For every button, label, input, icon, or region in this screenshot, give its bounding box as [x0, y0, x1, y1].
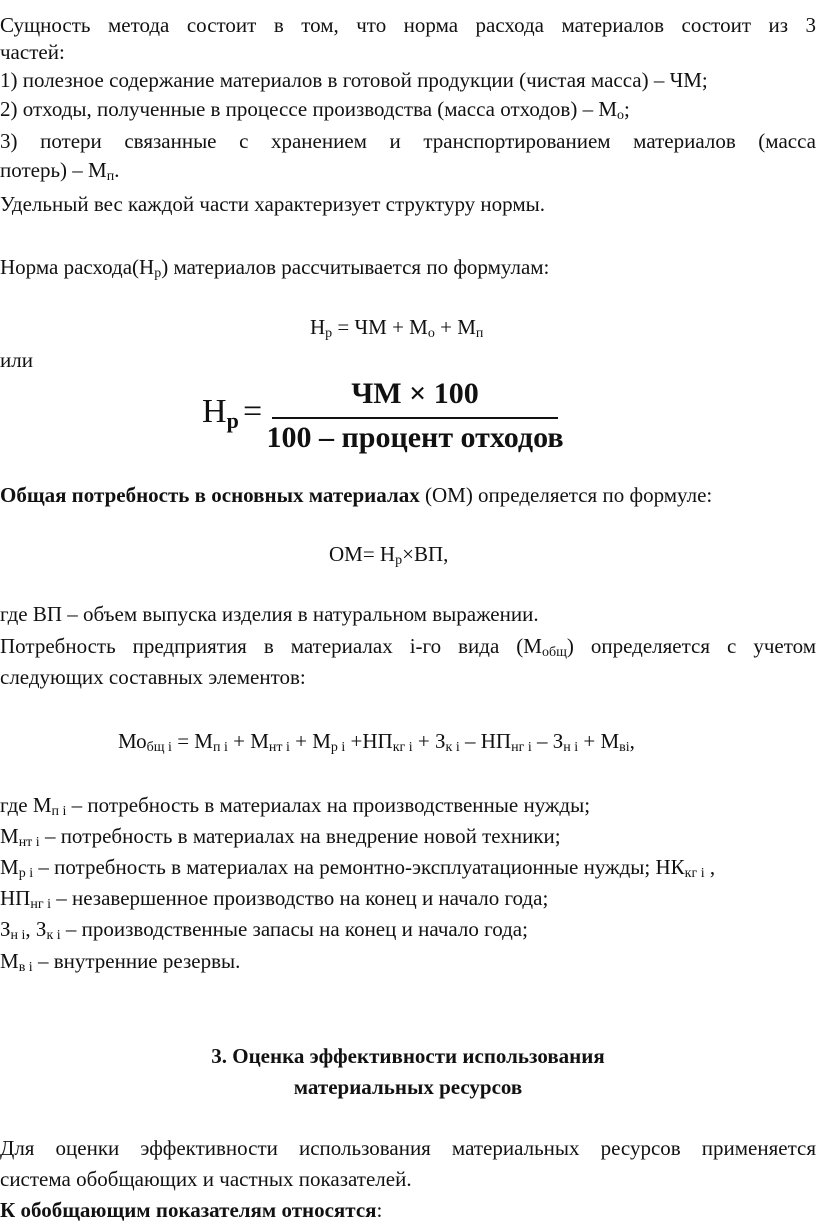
- definition-production-needs: где $М_{п i}$ – потребность в материалах на производственные нужды;: [0, 793, 591, 819]
- section-title-line1: 3. Оценка эффективности использования: [211, 1044, 605, 1068]
- structure-note: Удельный вес каждой части характеризует структуру нормы.: [0, 192, 545, 216]
- vp-definition: где ВП – объем выпуска изделия в натуральном выражении.: [0, 602, 539, 626]
- need-para-line1: Потребность предприятия в материалах i-го вида $(М_{общ})$ определяется с учетом: [0, 634, 816, 660]
- list-item-3-line2: потерь) – $М_п$.: [0, 158, 120, 184]
- fraction-equals: =: [243, 393, 263, 430]
- list-item-3-line1: 3) потери связанные с хранением и транспортированием материалов (масса: [0, 129, 816, 153]
- list-item-1: 1) полезное содержание материалов в готовой продукции (чистая масса) – ЧМ;: [0, 68, 708, 92]
- para-method-line2: частей:: [0, 40, 65, 64]
- definition-repair-needs: $М_{р i}$ – потребность в материалах на ремонтно-эксплуатационные нужды; $НК_{кг i}$ ,: [0, 855, 716, 881]
- fraction-numerator: ЧМ × 100: [351, 377, 479, 410]
- para-method-line1: Сущность метода состоит в том, что норма расхода материалов состоит из 3: [0, 13, 816, 37]
- section-title-line2: материальных ресурсов: [293, 1075, 523, 1099]
- norm-intro: Норма $расхода(Н_р)$ материалов рассчитывается по формулам:: [0, 255, 550, 281]
- formula-om: $ОМ= Н_р\times ВП$,: [329, 542, 449, 568]
- or-word: или: [0, 348, 33, 372]
- eval-para-line1: Для оценки эффективности использования материальных ресурсов применяется: [0, 1136, 816, 1160]
- formula-norm-fraction: [0, 376, 816, 456]
- definition-wip: $НП_{нг i}$ – незавершенное производство на конец и начало года;: [0, 886, 549, 912]
- om-paragraph: Общая потребность в основных материалах (ОМ) определяется по формуле:: [0, 483, 713, 507]
- formula-norm-sum: $Н_р$ = ЧМ + $М_о + М_п$: [310, 315, 484, 341]
- formula-total-need: $Мо_{бщ i} = М_{п i} + М_{нт i} + М_{р i} +НП_{кг i} + З_{к i} - НП_{нг i} - З_{н i} + М_{вi}$,: [118, 729, 635, 755]
- general-indicators-heading: К обобщающим показателям относятся:: [0, 1198, 383, 1222]
- fraction-lhs: $Н_р$: [202, 393, 239, 433]
- definition-reserves: $М_{в i}$ – внутренние резервы.: [0, 949, 241, 975]
- definition-new-tech: $М_{нт i}$ – потребность в материалах на внедрение новой техники;: [0, 824, 561, 850]
- list-item-2: 2) отходы, полученные в процессе производства (масса отходов) – $М_о$;: [0, 97, 630, 123]
- definition-stocks: $З_{н i}$, $З_{к i}$ – производственные запасы на конец и начало года;: [0, 917, 528, 943]
- need-para-line2: следующих составных элементов:: [0, 665, 306, 689]
- fraction-denominator: 100 – процент отходов: [266, 421, 564, 454]
- fraction-bar: [272, 417, 558, 419]
- eval-para-line2: система обобщающих и частных показателей.: [0, 1167, 412, 1191]
